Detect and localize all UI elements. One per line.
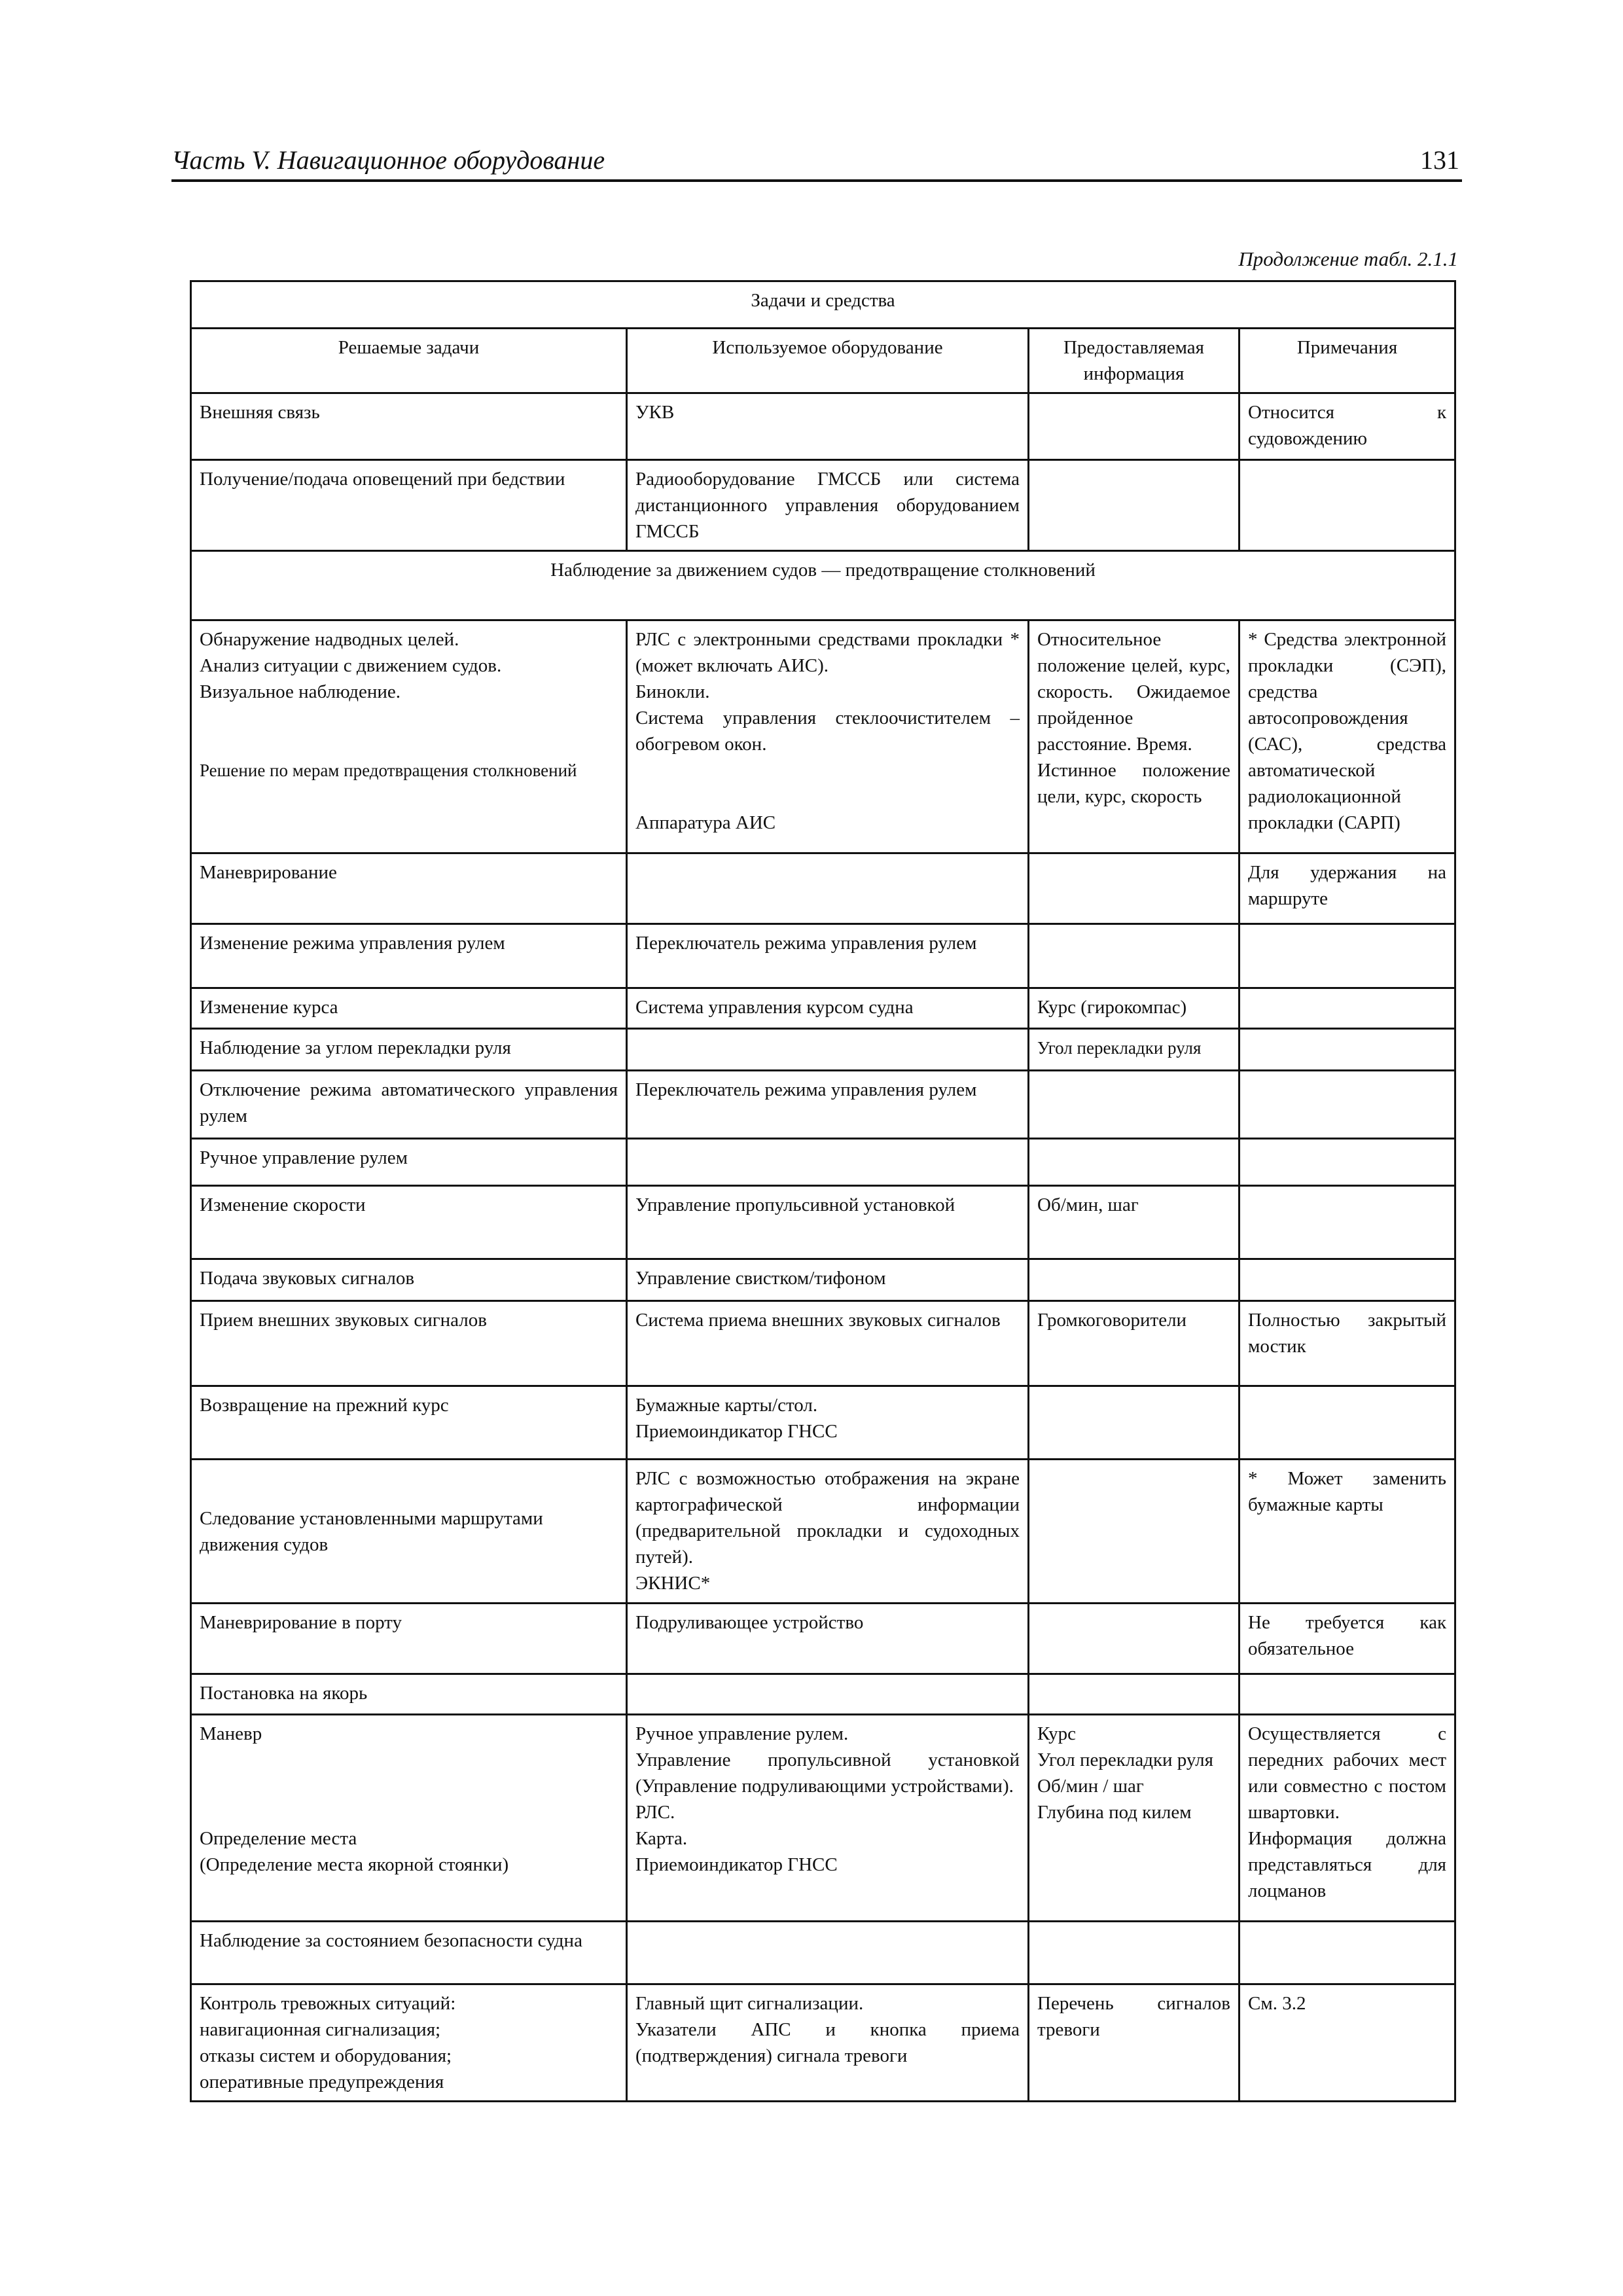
info-cell: Курс (гирокомпас)	[1029, 988, 1240, 1029]
equipment-line: Указатели АПС и кнопка приема (подтверждения) сигнала тревоги	[635, 2019, 1020, 2066]
table-row	[191, 1186, 1455, 1259]
task-cell: Маневрирование в порту	[191, 1604, 627, 1674]
equipment-cell: Управление свистком/тифоном	[627, 1259, 1029, 1301]
equipment-line: Управление пропульсивной установкой (Управление подруливающими устройствами).	[635, 1749, 1020, 1797]
equipment-cell: Радиооборудование ГМССБ или система дистанционного управления оборудованием ГМССБ	[627, 460, 1029, 551]
info-cell: Об/мин, шаг	[1029, 1186, 1240, 1259]
equipment-line: Ручное управление рулем.	[635, 1723, 849, 1744]
task-cell: Наблюдение за углом перекладки руля	[191, 1029, 627, 1071]
equipment-cell	[627, 1139, 1029, 1186]
table-row	[191, 853, 1455, 924]
equipment-line: РЛС с возможностью отображения на экране картографической информации (предварительной прокладки и судоходных путей).	[635, 1468, 1020, 1568]
info-cell	[1029, 1460, 1240, 1604]
notes-cell	[1240, 924, 1455, 988]
notes-cell	[1240, 1071, 1455, 1139]
equipment-line: Карта.	[635, 1828, 688, 1849]
notes-cell: Для удержания на маршруте	[1240, 853, 1455, 924]
table-row	[191, 1984, 1455, 2102]
table-caption: Продолжение табл. 2.1.1	[1238, 247, 1458, 270]
tasks-table	[190, 280, 1456, 2102]
task-cell: Возвращение на прежний курс	[191, 1386, 627, 1460]
info-cell	[1029, 393, 1240, 460]
equipment-cell	[627, 1386, 1029, 1460]
task-cell: Следование установленными маршрутами движения судов	[191, 1460, 627, 1604]
notes-cell	[1240, 1386, 1455, 1460]
info-cell	[1029, 853, 1240, 924]
info-line: Угол перекладки руля	[1037, 1749, 1213, 1770]
equipment-line: Аппаратура АИС	[635, 812, 776, 833]
info-cell	[1029, 1386, 1240, 1460]
info-line: Об/мин / шаг	[1037, 1776, 1144, 1797]
task-cell: Получение/подача оповещений при бедствии	[191, 460, 627, 551]
task-cell: Прием внешних звуковых сигналов	[191, 1301, 627, 1386]
table-row	[191, 1715, 1455, 1922]
equipment-cell	[627, 620, 1029, 853]
equipment-line: РЛС.	[635, 1802, 675, 1823]
task-line: Контроль тревожных ситуаций:	[200, 1993, 456, 2014]
notes-cell	[1240, 1259, 1455, 1301]
task-cell	[191, 620, 627, 853]
equipment-cell: Управление пропульсивной установкой	[627, 1186, 1029, 1259]
table-row	[191, 460, 1455, 551]
task-line: навигационная сигнализация;	[200, 2019, 441, 2040]
equipment-line: Бинокли.	[635, 681, 710, 702]
info-line: Глубина под килем	[1037, 1802, 1192, 1823]
info-cell	[1029, 460, 1240, 551]
info-cell: Громкоговорители	[1029, 1301, 1240, 1386]
table-row	[191, 1604, 1455, 1674]
section-title: Наблюдение за движением судов — предотвращение столкновений	[191, 551, 1455, 620]
notes-cell: Не требуется как обязательное	[1240, 1604, 1455, 1674]
info-line: Относительное положение целей, курс, скорость. Ожидаемое пройденное расстояние. Время.	[1037, 629, 1230, 755]
notes-cell	[1240, 1674, 1455, 1715]
table-row	[191, 988, 1455, 1029]
info-cell	[1029, 620, 1240, 853]
equipment-cell	[627, 1460, 1029, 1604]
task-line: Анализ ситуации с движением судов.	[200, 655, 502, 676]
equipment-line: Главный щит сигнализации.	[635, 1993, 864, 2014]
equipment-cell	[627, 1922, 1029, 1984]
notes-cell: Полностью закрытый мостик	[1240, 1301, 1455, 1386]
equipment-cell: Система управления курсом судна	[627, 988, 1029, 1029]
equipment-cell	[627, 1029, 1029, 1071]
section-title: Задачи и средства	[191, 281, 1455, 329]
table-row	[191, 393, 1455, 460]
task-line: Визуальное наблюдение.	[200, 681, 401, 702]
equipment-cell	[627, 853, 1029, 924]
task-line: (Определение места якорной стоянки)	[200, 1854, 509, 1875]
info-cell: Угол перекладки руля	[1029, 1029, 1240, 1071]
equipment-cell	[627, 1674, 1029, 1715]
header-row	[191, 329, 1455, 393]
table-row	[191, 1301, 1455, 1386]
info-cell	[1029, 1674, 1240, 1715]
notes-cell	[1240, 988, 1455, 1029]
notes-cell: * Может заменить бумажные карты	[1240, 1460, 1455, 1604]
info-cell	[1029, 1259, 1240, 1301]
equipment-cell: УКВ	[627, 393, 1029, 460]
equipment-line: Приемоиндикатор ГНСС	[635, 1854, 838, 1875]
table-row	[191, 1460, 1455, 1604]
section-row	[191, 551, 1455, 620]
notes-cell: * Средства электронной прокладки (СЭП), средства автосопровождения (САС), средства автоматической радиолокационной прокладки (САРП)	[1240, 620, 1455, 853]
equipment-cell: Подруливающее устройство	[627, 1604, 1029, 1674]
task-cell: Наблюдение за состоянием безопасности судна	[191, 1922, 627, 1984]
page-number: 131	[1420, 145, 1459, 175]
equipment-line: РЛС с электронными средствами прокладки * (может включать АИС).	[635, 629, 1020, 676]
notes-cell	[1240, 1139, 1455, 1186]
info-cell	[1029, 1071, 1240, 1139]
task-line: Маневр	[200, 1723, 262, 1744]
notes-cell	[1240, 1029, 1455, 1071]
column-header-notes: Примечания	[1240, 329, 1455, 393]
equipment-line: ЭКНИС*	[635, 1573, 711, 1594]
info-cell	[1029, 1715, 1240, 1922]
table-row	[191, 1922, 1455, 1984]
column-header-tasks: Решаемые задачи	[191, 329, 627, 393]
column-header-equipment: Используемое оборудование	[627, 329, 1029, 393]
notes-cell	[1240, 1922, 1455, 1984]
task-line: Решение по мерам предотвращения столкновений	[200, 761, 577, 780]
info-cell	[1029, 1139, 1240, 1186]
info-cell: Перечень сигналов тревоги	[1029, 1984, 1240, 2102]
task-cell: Изменение скорости	[191, 1186, 627, 1259]
notes-cell	[1240, 1186, 1455, 1259]
equipment-cell	[627, 1984, 1029, 2102]
equipment-cell	[627, 1715, 1029, 1922]
info-line: Курс	[1037, 1723, 1077, 1744]
table-row	[191, 620, 1455, 853]
notes-cell: Осуществляется с передних рабочих мест или совместно с постом швартовки. Информация должна представляться для лоцманов	[1240, 1715, 1455, 1922]
section-row	[191, 281, 1455, 329]
notes-cell	[1240, 460, 1455, 551]
task-cell: Внешняя связь	[191, 393, 627, 460]
column-header-info: Предоставляемая информация	[1029, 329, 1240, 393]
running-title: Часть V. Навигационное оборудование	[171, 145, 605, 175]
task-line: отказы систем и оборудования;	[200, 2045, 452, 2066]
task-cell: Отключение режима автоматического управления рулем	[191, 1071, 627, 1139]
task-line: Определение места	[200, 1828, 357, 1849]
task-line: Обнаружение надводных целей.	[200, 629, 459, 650]
info-cell	[1029, 924, 1240, 988]
task-cell: Постановка на якорь	[191, 1674, 627, 1715]
task-cell: Маневрирование	[191, 853, 627, 924]
equipment-cell: Переключатель режима управления рулем	[627, 1071, 1029, 1139]
equipment-cell: Система приема внешних звуковых сигналов	[627, 1301, 1029, 1386]
task-cell: Ручное управление рулем	[191, 1139, 627, 1186]
notes-cell: См. 3.2	[1240, 1984, 1455, 2102]
page-header	[171, 145, 1462, 182]
equipment-cell: Переключатель режима управления рулем	[627, 924, 1029, 988]
equipment-line: Бумажные карты/стол.	[635, 1395, 818, 1416]
notes-cell: Относится к судовождению	[1240, 393, 1455, 460]
task-cell	[191, 1715, 627, 1922]
table-row	[191, 924, 1455, 988]
info-line: Истинное положение цели, курс, скорость	[1037, 760, 1230, 807]
task-cell: Подача звуковых сигналов	[191, 1259, 627, 1301]
task-cell	[191, 1984, 627, 2102]
table-row	[191, 1071, 1455, 1139]
equipment-line: Приемоиндикатор ГНСС	[635, 1421, 838, 1442]
task-cell: Изменение режима управления рулем	[191, 924, 627, 988]
info-cell	[1029, 1922, 1240, 1984]
table-row	[191, 1674, 1455, 1715]
equipment-line: Система управления стеклоочистителем – обогревом окон.	[635, 708, 1020, 755]
info-cell	[1029, 1604, 1240, 1674]
table-row	[191, 1139, 1455, 1186]
task-line: оперативные предупреждения	[200, 2072, 444, 2092]
task-cell: Изменение курса	[191, 988, 627, 1029]
table-row	[191, 1386, 1455, 1460]
table-row	[191, 1259, 1455, 1301]
table-row	[191, 1029, 1455, 1071]
